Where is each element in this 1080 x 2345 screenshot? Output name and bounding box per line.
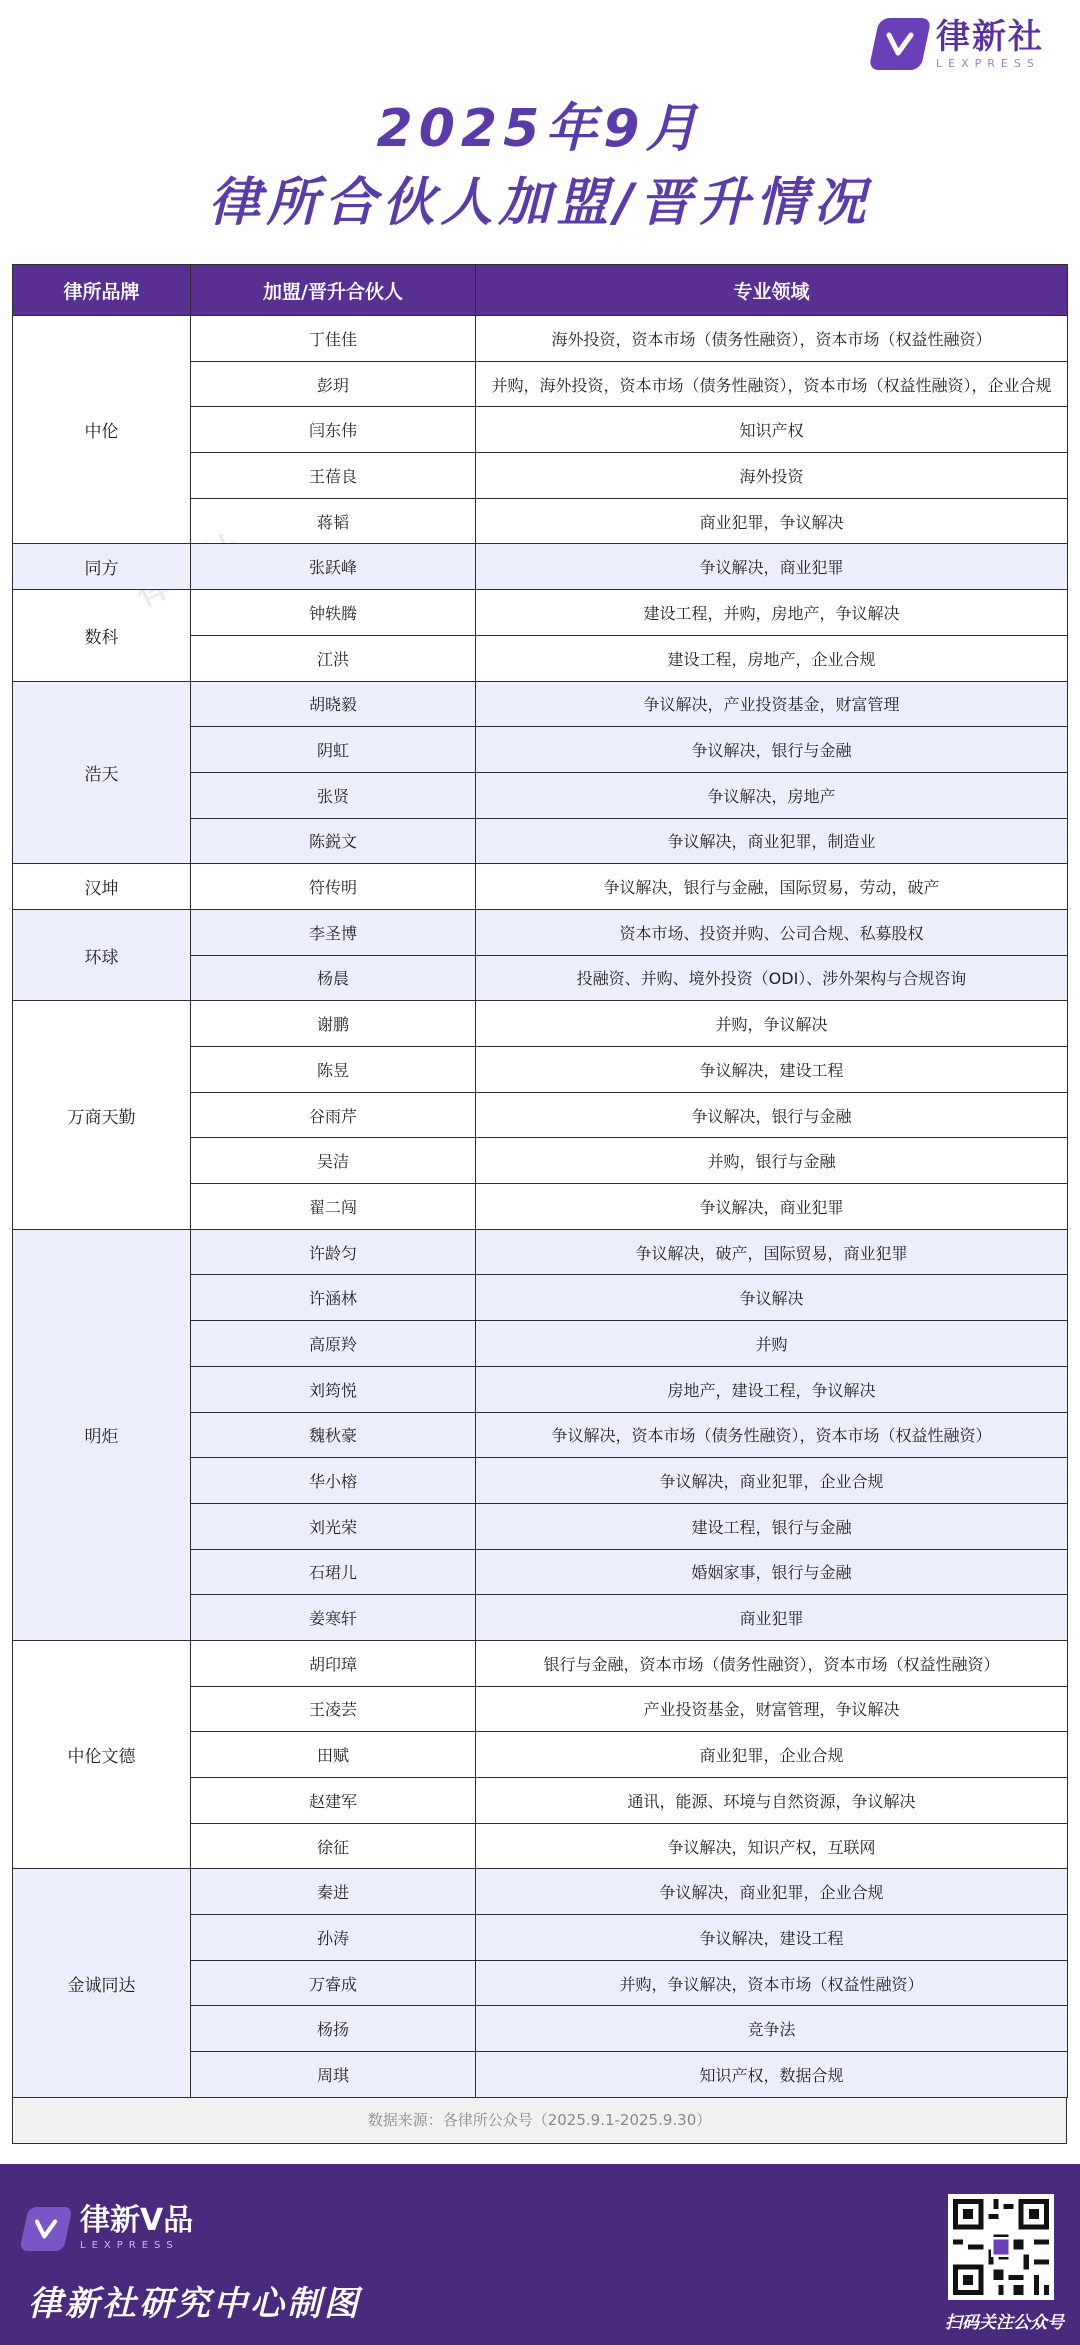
title-line-1: 2025年9月 <box>376 99 704 159</box>
partner-name-cell: 钟轶腾 <box>191 590 476 636</box>
partner-name-cell: 杨扬 <box>191 2006 476 2052</box>
practice-area-cell: 商业犯罪，争议解决 <box>476 498 1068 544</box>
partner-name-cell: 秦进 <box>191 1869 476 1915</box>
brand-name-en: LEXPRESS <box>936 56 1040 70</box>
partner-name-cell: 符传明 <box>191 864 476 910</box>
partner-name-cell: 许涵林 <box>191 1275 476 1321</box>
firm-cell: 中伦 <box>13 316 191 544</box>
practice-area-cell: 争议解决，商业犯罪，企业合规 <box>476 1458 1068 1504</box>
practice-area-cell: 争议解决，商业犯罪 <box>476 1184 1068 1230</box>
partner-name-cell: 华小榕 <box>191 1458 476 1504</box>
table-row <box>13 590 1068 636</box>
practice-area-cell: 银行与金融，资本市场（债务性融资），资本市场（权益性融资） <box>476 1640 1068 1686</box>
footer-logo <box>24 2203 194 2251</box>
partner-name-cell: 翟二闯 <box>191 1184 476 1230</box>
partner-name-cell: 孙涛 <box>191 1915 476 1961</box>
partner-name-cell: 陈鋭文 <box>191 818 476 864</box>
practice-area-cell: 建设工程，银行与金融 <box>476 1503 1068 1549</box>
practice-area-cell: 产业投资基金，财富管理，争议解决 <box>476 1686 1068 1732</box>
practice-area-cell: 资本市场、投资并购、公司合规、私募股权 <box>476 909 1068 955</box>
firm-cell: 中伦文德 <box>13 1640 191 1868</box>
table-row <box>13 1640 1068 1686</box>
practice-area-cell: 并购，争议解决，资本市场（权益性融资） <box>476 1960 1068 2006</box>
practice-area-cell: 争议解决 <box>476 1275 1068 1321</box>
table-header-row <box>13 265 1068 316</box>
practice-area-cell: 争议解决，产业投资基金，财富管理 <box>476 681 1068 727</box>
practice-area-cell: 争议解决，知识产权，互联网 <box>476 1823 1068 1869</box>
practice-area-cell: 知识产权，数据合规 <box>476 2052 1068 2098</box>
practice-area-cell: 并购，海外投资，资本市场（债务性融资），资本市场（权益性融资），企业合规 <box>476 361 1068 407</box>
firm-cell: 同方 <box>13 544 191 590</box>
footer-caption: 律新社研究中心制图 <box>28 2284 361 2324</box>
practice-area-cell: 投融资、并购、境外投资（ODI）、涉外架构与合规咨询 <box>476 955 1068 1001</box>
partner-name-cell: 刘光荣 <box>191 1503 476 1549</box>
partner-name-cell: 江洪 <box>191 635 476 681</box>
firm-cell: 汉坤 <box>13 864 191 910</box>
partner-name-cell: 周琪 <box>191 2052 476 2098</box>
practice-area-cell: 海外投资 <box>476 453 1068 499</box>
partner-name-cell: 闫东伟 <box>191 407 476 453</box>
practice-area-cell: 争议解决，资本市场（债务性融资），资本市场（权益性融资） <box>476 1412 1068 1458</box>
practice-area-cell: 争议解决，商业犯罪，制造业 <box>476 818 1068 864</box>
qr-label: 扫码关注公众号 <box>945 2313 1064 2333</box>
partner-name-cell: 丁佳佳 <box>191 316 476 362</box>
partner-name-cell: 石珺儿 <box>191 1549 476 1595</box>
footer-brand: 律新V品 <box>80 2203 194 2238</box>
partner-name-cell: 彭玥 <box>191 361 476 407</box>
table-row <box>13 1001 1068 1047</box>
practice-area-cell: 并购 <box>476 1321 1068 1367</box>
partners-table-container <box>12 264 1067 2144</box>
header-partner: 加盟/晋升合伙人 <box>191 265 476 316</box>
table-row <box>13 1869 1068 1915</box>
partner-name-cell: 王凌芸 <box>191 1686 476 1732</box>
practice-area-cell: 争议解决，建设工程 <box>476 1047 1068 1093</box>
partners-table <box>12 264 1068 2098</box>
partner-name-cell: 王蓓良 <box>191 453 476 499</box>
practice-area-cell: 争议解决，商业犯罪，企业合规 <box>476 1869 1068 1915</box>
practice-area-cell: 海外投资，资本市场（债务性融资），资本市场（权益性融资） <box>476 316 1068 362</box>
title-line-2: 律所合伙人加盟/晋升情况 <box>208 173 872 233</box>
partner-name-cell: 谷雨芹 <box>191 1092 476 1138</box>
partner-name-cell: 胡晓毅 <box>191 681 476 727</box>
practice-area-cell: 争议解决，银行与金融 <box>476 1092 1068 1138</box>
footer-brand-en: LEXPRESS <box>80 2240 179 2251</box>
partner-name-cell: 田赋 <box>191 1732 476 1778</box>
partner-name-cell: 徐征 <box>191 1823 476 1869</box>
brand-logo <box>874 18 1044 70</box>
practice-area-cell: 商业犯罪 <box>476 1595 1068 1641</box>
partner-name-cell: 魏秋豪 <box>191 1412 476 1458</box>
practice-area-cell: 建设工程，并购，房地产，争议解决 <box>476 590 1068 636</box>
practice-area-cell: 争议解决，房地产 <box>476 772 1068 818</box>
header-firm: 律所品牌 <box>13 265 191 316</box>
partner-name-cell: 刘筠悦 <box>191 1366 476 1412</box>
partner-name-cell: 蒋韬 <box>191 498 476 544</box>
table-row <box>13 681 1068 727</box>
practice-area-cell: 房地产，建设工程，争议解决 <box>476 1366 1068 1412</box>
partner-name-cell: 杨晨 <box>191 955 476 1001</box>
table-row <box>13 909 1068 955</box>
source-note: 数据来源：各律所公众号（2025.9.1-2025.9.30） <box>12 2098 1067 2144</box>
table-row <box>13 316 1068 362</box>
firm-cell: 环球 <box>13 909 191 1000</box>
table-row <box>13 864 1068 910</box>
lexpress-logo-icon <box>19 2207 72 2251</box>
top-bar <box>0 0 1080 90</box>
header-field: 专业领域 <box>476 265 1068 316</box>
practice-area-cell: 争议解决，商业犯罪 <box>476 544 1068 590</box>
firm-cell: 金诚同达 <box>13 1869 191 2097</box>
firm-cell: 明炬 <box>13 1229 191 1640</box>
practice-area-cell: 争议解决，破产，国际贸易，商业犯罪 <box>476 1229 1068 1275</box>
partner-name-cell: 胡印璋 <box>191 1640 476 1686</box>
qr-code-icon[interactable] <box>948 2194 1054 2300</box>
table-body <box>13 316 1068 2098</box>
page-title <box>0 92 1080 240</box>
partner-name-cell: 张贤 <box>191 772 476 818</box>
partner-name-cell: 高原羚 <box>191 1321 476 1367</box>
practice-area-cell: 建设工程，房地产，企业合规 <box>476 635 1068 681</box>
brand-name: 律新社 <box>936 16 1044 57</box>
practice-area-cell: 争议解决，银行与金融 <box>476 727 1068 773</box>
practice-area-cell: 婚姻家事，银行与金融 <box>476 1549 1068 1595</box>
firm-cell: 数科 <box>13 590 191 681</box>
lexpress-logo-icon <box>868 18 931 70</box>
practice-area-cell: 并购，银行与金融 <box>476 1138 1068 1184</box>
firm-cell: 万商天勤 <box>13 1001 191 1229</box>
partner-name-cell: 阴虹 <box>191 727 476 773</box>
table-row <box>13 1229 1068 1275</box>
partner-name-cell: 陈昱 <box>191 1047 476 1093</box>
partner-name-cell: 谢鹏 <box>191 1001 476 1047</box>
practice-area-cell: 通讯，能源、环境与自然资源，争议解决 <box>476 1778 1068 1824</box>
partner-name-cell: 赵建军 <box>191 1778 476 1824</box>
partner-name-cell: 姜寒轩 <box>191 1595 476 1641</box>
practice-area-cell: 竞争法 <box>476 2006 1068 2052</box>
practice-area-cell: 商业犯罪，企业合规 <box>476 1732 1068 1778</box>
partner-name-cell: 张跃峰 <box>191 544 476 590</box>
practice-area-cell: 争议解决，银行与金融，国际贸易，劳动，破产 <box>476 864 1068 910</box>
practice-area-cell: 知识产权 <box>476 407 1068 453</box>
table-row <box>13 544 1068 590</box>
partner-name-cell: 吴洁 <box>191 1138 476 1184</box>
practice-area-cell: 并购，争议解决 <box>476 1001 1068 1047</box>
partner-name-cell: 万睿成 <box>191 1960 476 2006</box>
firm-cell: 浩天 <box>13 681 191 864</box>
practice-area-cell: 争议解决，建设工程 <box>476 1915 1068 1961</box>
partner-name-cell: 许龄匀 <box>191 1229 476 1275</box>
partner-name-cell: 李圣博 <box>191 909 476 955</box>
footer <box>0 2164 1080 2345</box>
